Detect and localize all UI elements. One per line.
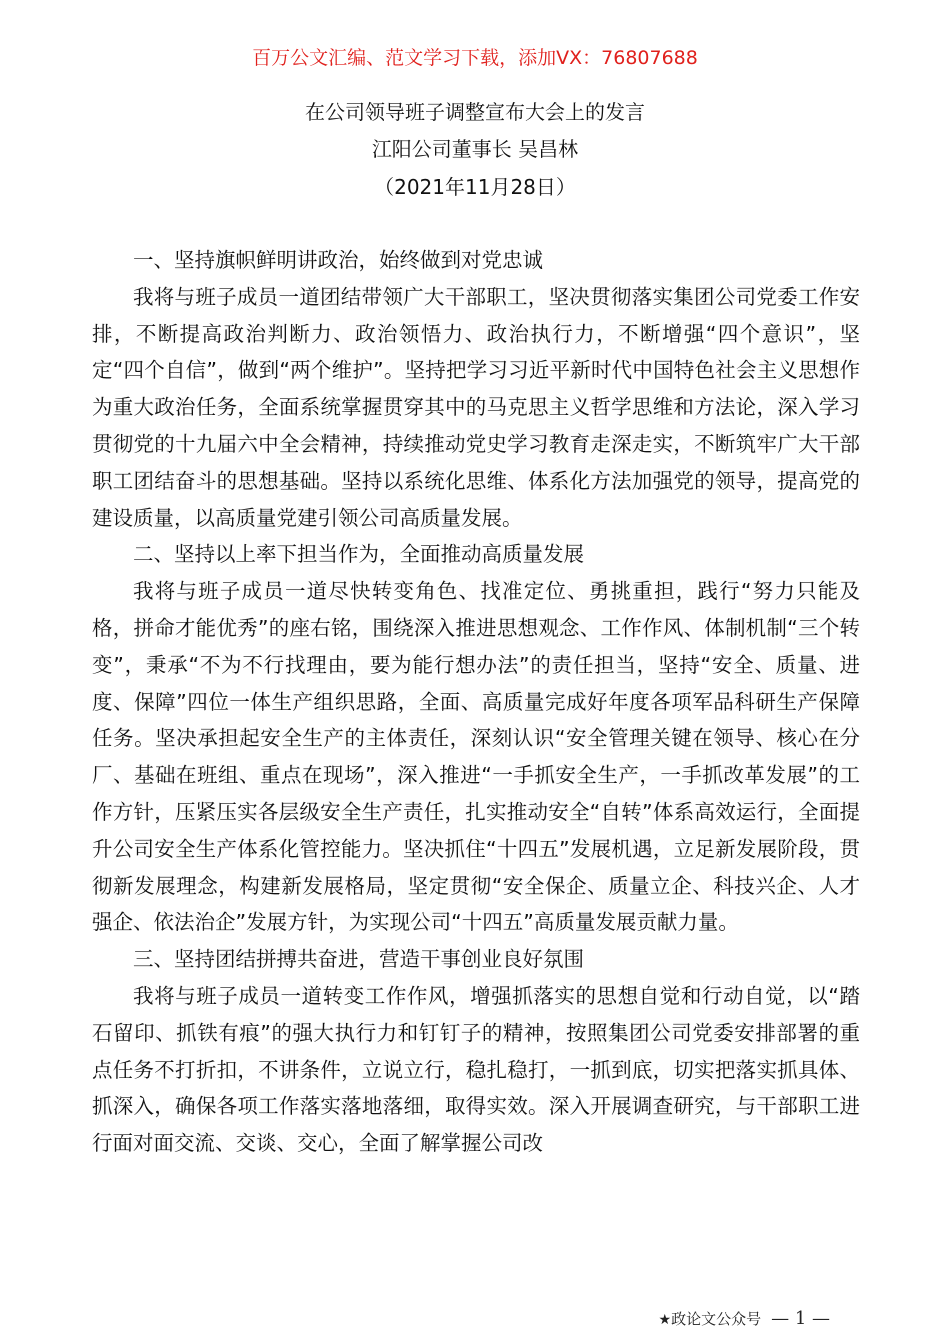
section-paragraph-2: 我将与班子成员一道尽快转变角色、找准定位、勇挑重担，践行“努力只能及格，拼命才能优秀”的座右铭，围绕深入推进思想观念、工作作风、体制机制“三个转变”，秉承“不为不行找理由，要为能行想办法”的责任担当，坚持“安全、质量、进度、保障”四位一体生产组织思路，全面、高质量完成好年度各项军品科研生产保障任务。坚决承担起安全生产的主体责任，深刻认识“安全管理关键在领导、核心在分厂、基础在班组、重点在现场”，深入推进“一手抓安全生产，一手抓改革发展”的工作方针，压紧压实各层级安全生产责任，扎实推动安全“自转”体系高效运行，全面提升公司安全生产体系化管控能力。坚决抓住“十四五”发展机遇，立足新发展阶段，贯彻新发展理念，构建新发展格局，坚定贯彻“安全保企、质量立企、科技兴企、人才强企、依法治企”发展方针，为实现公司“十四五”高质量发展贡献力量。 — [92, 579, 860, 935]
page-footer — [659, 1307, 830, 1332]
star-icon: ★ — [658, 1312, 672, 1328]
footer-source: 政论文公众号 — [671, 1310, 762, 1328]
document-author: 江阳公司董事长 吴昌林 — [371, 137, 579, 161]
document-title: 在公司领导班子调整宣布大会上的发言 — [305, 100, 645, 124]
section-heading-2: 二、坚持以上率下担当作为，全面推动高质量发展 — [133, 542, 584, 567]
section-heading-3: 三、坚持团结拼搏共奋进，营造干事创业良好氛围 — [133, 947, 584, 972]
section-paragraph-3: 我将与班子成员一道转变工作作风，增强抓落实的思想自觉和行动自觉，以“踏石留印、抓铁有痕”的强大执行力和钉钉子的精神，按照集团公司党委安排部署的重点任务不打折扣，不讲条件，立说立行，稳扎稳打，一抓到底，切实把落实抓具体、抓深入，确保各项工作落实落地落细，取得实效。深入开展调查研究，与干部职工进行面对面交流、交谈、交心，全面了解掌握公司改 — [92, 983, 860, 1156]
page-number: — 1 — — [771, 1308, 830, 1329]
watermark-banner: 百万公文汇编、范文学习下载，添加VX：76807688 — [252, 47, 698, 69]
document-date: （2021年11月28日） — [374, 175, 576, 199]
section-paragraph-1: 我将与班子成员一道团结带领广大干部职工，坚决贯彻落实集团公司党委工作安排，不断提高政治判断力、政治领悟力、政治执行力，不断增强“四个意识”，坚定“四个自信”，做到“两个维护”。坚持把学习习近平新时代中国特色社会主义思想作为重大政治任务，全面系统掌握贯穿其中的马克思主义哲学思维和方法论，深入学习贯彻党的十九届六中全会精神，持续推动党史学习教育走深走实，不断筑牢广大干部职工团结奋斗的思想基础。坚持以系统化思维、体系化方法加强党的领导，提高党的建设质量，以高质量党建引领公司高质量发展。 — [92, 284, 860, 530]
section-heading-1: 一、坚持旗帜鲜明讲政治，始终做到对党忠诚 — [133, 248, 543, 272]
document-body — [92, 242, 860, 1162]
